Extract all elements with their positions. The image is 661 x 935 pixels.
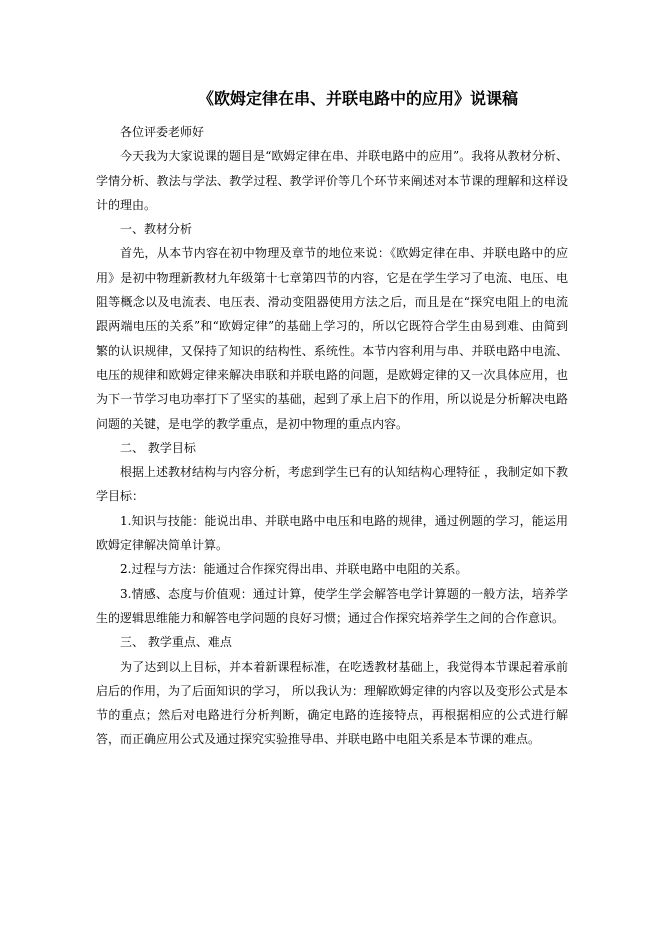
goal-knowledge-skills: 1.知识与技能：能说出串、并联电路中电压和电路的规律，通过例题的学习，能运用欧姆定律解决简单计算。 xyxy=(96,513,568,553)
section-heading-key-difficult-points: 三、 教学重点、难点 xyxy=(120,635,232,650)
goal-process-methods: 2.过程与方法：能通过合作探究得出串、并联电路中电阻的关系。 xyxy=(120,562,468,577)
intro-paragraph: 今天我为大家说课的题目是“欧姆定律在串、并联电路中的应用”。我将从教材分析、学情分析、教法与学法、教学过程、教学评价等几个环节来阐述对本节课的理解和这样设计的理由。 xyxy=(96,149,568,212)
section-heading-textbook-analysis: 一、教材分析 xyxy=(120,222,193,237)
key-difficult-points-paragraph: 为了达到以上目标，并本着新课程标准，在吃透教材基础上，我觉得本节课起着承前启后的作用，为了后面知识的学习， 所以我认为：理解欧姆定律的内容以及变形公式是本节的重点；然后对电路进行分析判断，确定电路的连接特点，再根据相应的公式进行解答，而正确应用公式及通过探究实验推导串、并联电路中电阻关系是本节课的难点。 xyxy=(96,659,568,747)
textbook-analysis-paragraph: 首先，从本节内容在初中物理及章节的地位来说：《欧姆定律在串、并联电路中的应用》是初中物理新教材九年级第十七章第四节的内容，它是在学生学习了电流、电压、电阻等概念以及电流表、电压表、滑动变阻器使用方法之后，而且是在“探究电阻上的电流跟两端电压的关系”和“欧姆定律”的基础上学习的，所以它既符合学生由易到难、由简到繁的认识规律，又保持了知识的结构性、系统性。本节内容利用与串、并联电路中电流、电压的规律和欧姆定律来解决串联和并联电路的问题，是欧姆定律的又一次具体应用，也为下一节学习电功率打下了坚实的基础，起到了承上启下的作用，所以说是分析解决电路问题的关键，是电学的教学重点，是初中物理的重点内容。 xyxy=(96,246,568,431)
document-title: 《欧姆定律在串、并联电路中的应用》说课稿 xyxy=(197,89,518,108)
goal-emotion-values: 3.情感、态度与价值观：通过计算，使学生学会解答电学计算题的一般方法，培养学生的逻辑思维能力和解答电学问题的良好习惯；通过合作探究培养学生之间的合作意识。 xyxy=(96,586,568,625)
document-body xyxy=(96,120,568,752)
section-heading-teaching-goals: 二、 教学目标 xyxy=(120,440,196,455)
teaching-goals-paragraph: 根据上述教材结构与内容分析，考虑到学生已有的认知结构心理特征 ，我制定如下教学目标： xyxy=(96,465,568,504)
greeting-paragraph: 各位评委老师好 xyxy=(120,125,205,139)
